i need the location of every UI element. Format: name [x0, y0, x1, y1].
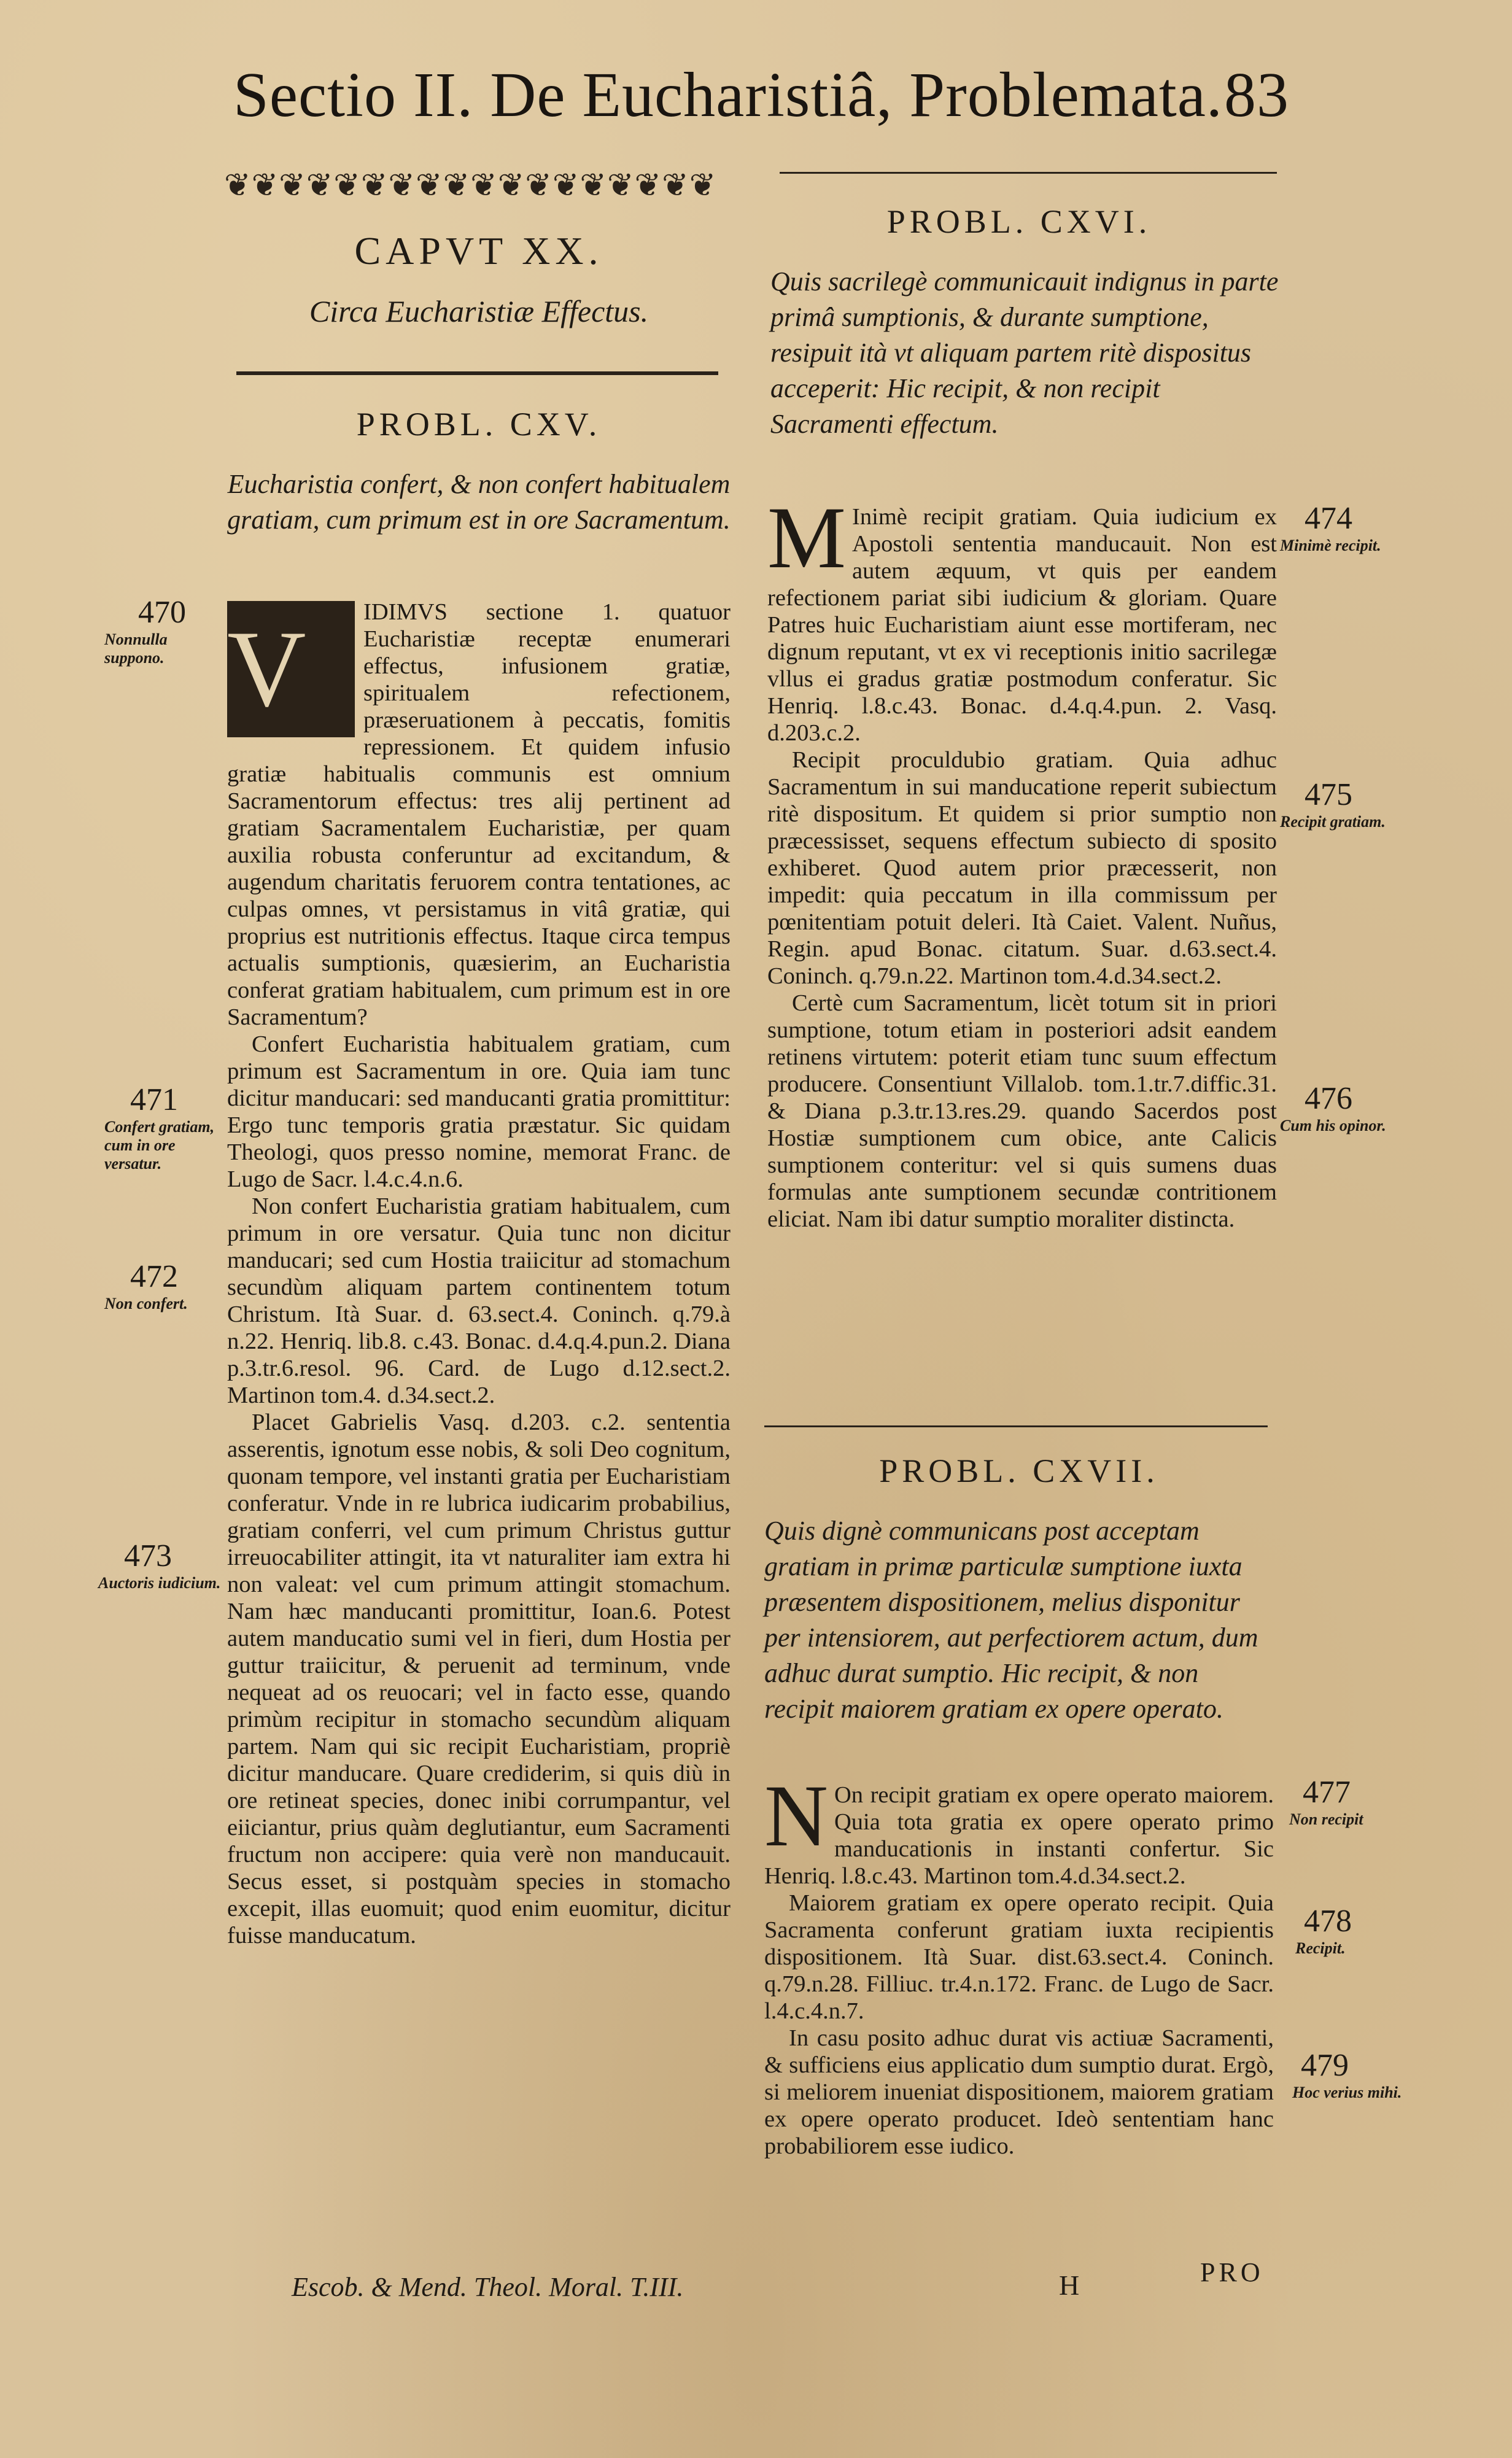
margin-number: 470	[138, 595, 186, 630]
paragraph-473: Placet Gabrielis Vasq. d.203. c.2. sententia asserentis, ignotum esse nobis, & soli Deo cognitum, quonam tempore, vel instanti gratia per Eucharistiam conferatur. Vnde in re lubrica iudicarim probabilius, gratiam conferri, vel cum primum Christus guttur irreuocabiliter attingit, ita vt naturaliter iam extra hi non valeat: vel cum primum attingit stomachum. Nam hæc manducanti promittitur, Ioan.6. Potest autem manducatio sumi vel in fieri, dum Hostia per guttur traiicitur, & peruenit ad terminum, vnde nequeat ad os reuocari; vel in facto esse, quando primùm recipitur in stomacho secundùm aliquam partem. Nam qui sic recipit Eucharistiam, propriè dicitur manducare. Quare crediderim, si quis diù in ore retineat species, donec inibi corrumpantur, vel eiiciantur, prius quàm deglutiantur, eum Sacramenti fructum non accipere: quia verè non manducauit. Secus esset, si postquàm species in stomacho excepit, illas euomuit; quod enim euomitur, dicitur fuisse manducatum.	[227, 1409, 731, 1948]
chapter-subtitle: Circa Eucharistiæ Effectus.	[309, 294, 649, 328]
margin-note-478	[1295, 1903, 1406, 1958]
margin-note-471	[104, 1082, 227, 1173]
paragraph-477-text: On recipit gratiam ex opere operato maiorem. Quia tota gratia ex opere operato primo manducationis in instanti confertur. Sic Henriq. l.8.c.43. Martinon tom.4.d.34.sect.2.	[764, 1782, 1274, 1889]
paragraph-477	[764, 1767, 1274, 1890]
paragraph-471: Confert Eucharistia habitualem gratiam, cum primum est Sacramentum in ore. Quia iam tunc dicitur manducari: sed manducanti gratia promittitur: Ergo tunc temporis gratia præstatur. Sic quidam Theologi, quos presso nomine, memorat Franc. de Lugo de Sacr. l.4.c.4.n.6.	[227, 1031, 731, 1192]
margin-note-479	[1292, 2047, 1406, 2102]
margin-note-474	[1280, 500, 1403, 555]
margin-note-text: Auctoris iudicium.	[98, 1574, 221, 1592]
probl-116-title: PROBL. CXVI.	[886, 203, 1152, 240]
drop-cap-n: N	[764, 1767, 828, 1865]
footer-signature-line: Escob. & Mend. Theol. Moral. T.III.	[292, 2272, 684, 2302]
margin-number: 476	[1305, 1081, 1352, 1116]
margin-note-472	[104, 1258, 227, 1313]
margin-note-text: Confert gratiam, cum in ore versatur.	[104, 1118, 215, 1173]
page-number: 83	[1224, 60, 1289, 130]
margin-note-text: Minimè recipit.	[1280, 537, 1381, 554]
probl-116-body	[767, 489, 1277, 1233]
paragraph-474-text: Inimè recipit gratiam. Quia iudicium ex Apostoli sententia manducauit. Non est autem æquum, vt quis per eandem refectionem pariat sibi iudicium & gloriam. Quare Patres huic Eucharistiam aiunt esse mortiferam, nec dignum reputant, vt ex vi receptionis initio sacrilegæ vllus ei gradus gratiæ postmodum conferatur. Sic Henriq. l.8.c.43. Bonac. d.4.q.4.pun. 2. Vasq. d.203.c.2.	[767, 504, 1277, 746]
paragraph-470-text: IDIMVS sectione 1. quatuor Eucharistiæ receptæ enumerari effectus, infusionem gratiæ, spiritualem refectionem, præseruationem à peccatis, fomitis repressionem. Et quidem infusio gratiæ habitualis communis est omnium Sacramentorum effectus: tres alij pertinent ad gratiam Sacramentalem Eucharistiæ, per quam auxilia robusta conferuntur ad excitandum, & augendum charitatis feruorem contra tentationes, ac culpas omnes, vt persistamus in vitâ gratiæ, qui proprius est nutritionis effectus. Itaque circa tempus actualis sumptionis, quæsierim, an Eucharistia conferat gratiam habitualem, cum primum est in ore Sacramentum?	[227, 599, 731, 1030]
chapter-title: CAPVT XX.	[354, 229, 603, 273]
section-rule-right-mid	[764, 1425, 1268, 1427]
margin-note-text: Recipit.	[1295, 1939, 1346, 1957]
margin-note-475	[1280, 777, 1403, 831]
signature-mark: H	[1059, 2270, 1080, 2301]
paragraph-475: Recipit proculdubio gratiam. Quia adhuc Sacramentum in sui manducatione reperit subiectum ritè dispositum. Et quidem si prior sumptio non præcessisset, sequens effectum subiecto di sposito exhiberet. Quod autem prior præcesserit, non impedit: quia peccatum in illa commissum per pœnitentiam potuit deleri. Ità Caiet. Valent. Nuñus, Regin. apud Bonac. citatum. Suar. d.63.sect.4. Coninch. q.79.n.22. Martinon tom.4.d.34.sect.2.	[767, 747, 1277, 989]
section-rule-right-top	[780, 172, 1277, 174]
running-title: Sectio II. De Eucharistiâ, Problemata.	[233, 60, 1223, 130]
margin-note-text: Nonnulla suppono.	[104, 630, 168, 667]
paragraph-472: Non confert Eucharistia gratiam habitualem, cum primum in ore versatur. Quia tunc non dicitur manducari; sed cum Hostia traiicitur ad stomachum secundùm aliquam partem continentem totum Christum. Ità Suar. d. 63.sect.4. Coninch. q.79.à n.22. Henriq. lib.8. c.43. Bonac. d.4.q.4.pun.2. Diana p.3.tr.6.resol. 96. Card. de Lugo d.12.sect.2. Martinon tom.4. d.34.sect.2.	[227, 1193, 731, 1408]
probl-117-body	[764, 1767, 1274, 2160]
paragraph-474	[767, 489, 1277, 746]
probl-115-body	[227, 599, 731, 1949]
margin-number: 474	[1305, 501, 1352, 536]
drop-cap-m: M	[767, 489, 847, 587]
margin-number: 479	[1301, 2048, 1349, 2083]
margin-number: 472	[130, 1259, 178, 1294]
margin-number: 475	[1305, 777, 1352, 812]
margin-number: 478	[1304, 1904, 1352, 1939]
margin-note-470	[104, 594, 227, 667]
probl-116-question: Quis sacrilegè communicauit indignus in parte primâ sumptionis, & durante sumptione, resipuit ità vt aliquam partem ritè dispositus acceperit: Hic recipit, & non recipit Sacramenti effectum.	[770, 266, 1279, 439]
margin-number: 473	[124, 1538, 172, 1573]
margin-note-476	[1280, 1080, 1403, 1135]
running-head	[233, 58, 1289, 132]
margin-note-text: Cum his opinor.	[1280, 1117, 1386, 1134]
margin-note-473	[98, 1538, 227, 1592]
paragraph-478: Maiorem gratiam ex opere operato recipit. Quia Sacramenta conferunt gratiam iuxta recipientis dispositionem. Ità Suar. dist.63.sect.4. Coninch. q.79.n.28. Filliuc. tr.4.n.172. Franc. de Lugo de Sacr. l.4.c.4.n.7.	[764, 1890, 1274, 2024]
fleuron-ornament: ❦❦❦❦❦❦❦❦❦❦❦❦❦❦❦❦❦❦	[224, 168, 717, 203]
probl-115-question: Eucharistia confert, & non confert habitualem gratiam, cum primum est in ore Sacramentum.	[227, 469, 731, 535]
paragraph-476: Certè cum Sacramentum, licèt totum sit in priori sumptione, totum etiam in posteriori adsit eandem retinens virtutem: poterit etiam tunc suum effectum producere. Consentiunt Villalob. tom.1.tr.7.diffic.31. & Diana p.3.tr.13.res.29. quando Sacerdos post Hostiæ sumptionem cum obice, ante Calicis sumptionem conteritur: vel si quis sumens duas formulas ante sumptionem secundæ contritionem eliciat. Nam ibi datur sumptio moraliter distincta.	[767, 990, 1277, 1232]
paragraph-470	[227, 599, 731, 1031]
section-rule-left	[236, 371, 718, 375]
probl-117-question: Quis dignè communicans post acceptam gratiam in primæ particulæ sumptione iuxta præsentem dispositionem, melius disponitur per intensiorem, aut perfectiorem actum, dum adhuc durat sumptio. Hic recipit, & non recipit maiorem gratiam ex opere operato.	[764, 1516, 1258, 1724]
margin-note-477	[1289, 1774, 1406, 1829]
margin-note-text: Non confert.	[104, 1295, 188, 1312]
margin-number: 471	[130, 1082, 178, 1117]
probl-115-title: PROBL. CXV.	[356, 406, 602, 443]
probl-117-title: PROBL. CXVII.	[879, 1452, 1159, 1489]
drop-cap-v: V	[227, 601, 355, 737]
margin-note-text: Non recipit	[1289, 1810, 1363, 1828]
paragraph-479: In casu posito adhuc durat vis actiuæ Sacramenti, & sufficiens eius applicatio dum sumptio durat. Ergò, si meliorem inueniat dispositionem, maiorem gratiam ex opere operato producet. Ideò sententiam hanc probabiliorem esse iudico.	[764, 2025, 1274, 2159]
margin-note-text: Hoc verius mihi.	[1292, 2084, 1402, 2101]
margin-note-text: Recipit gratiam.	[1280, 813, 1386, 831]
margin-number: 477	[1303, 1775, 1351, 1810]
catchword: PRO	[1200, 2257, 1264, 2287]
